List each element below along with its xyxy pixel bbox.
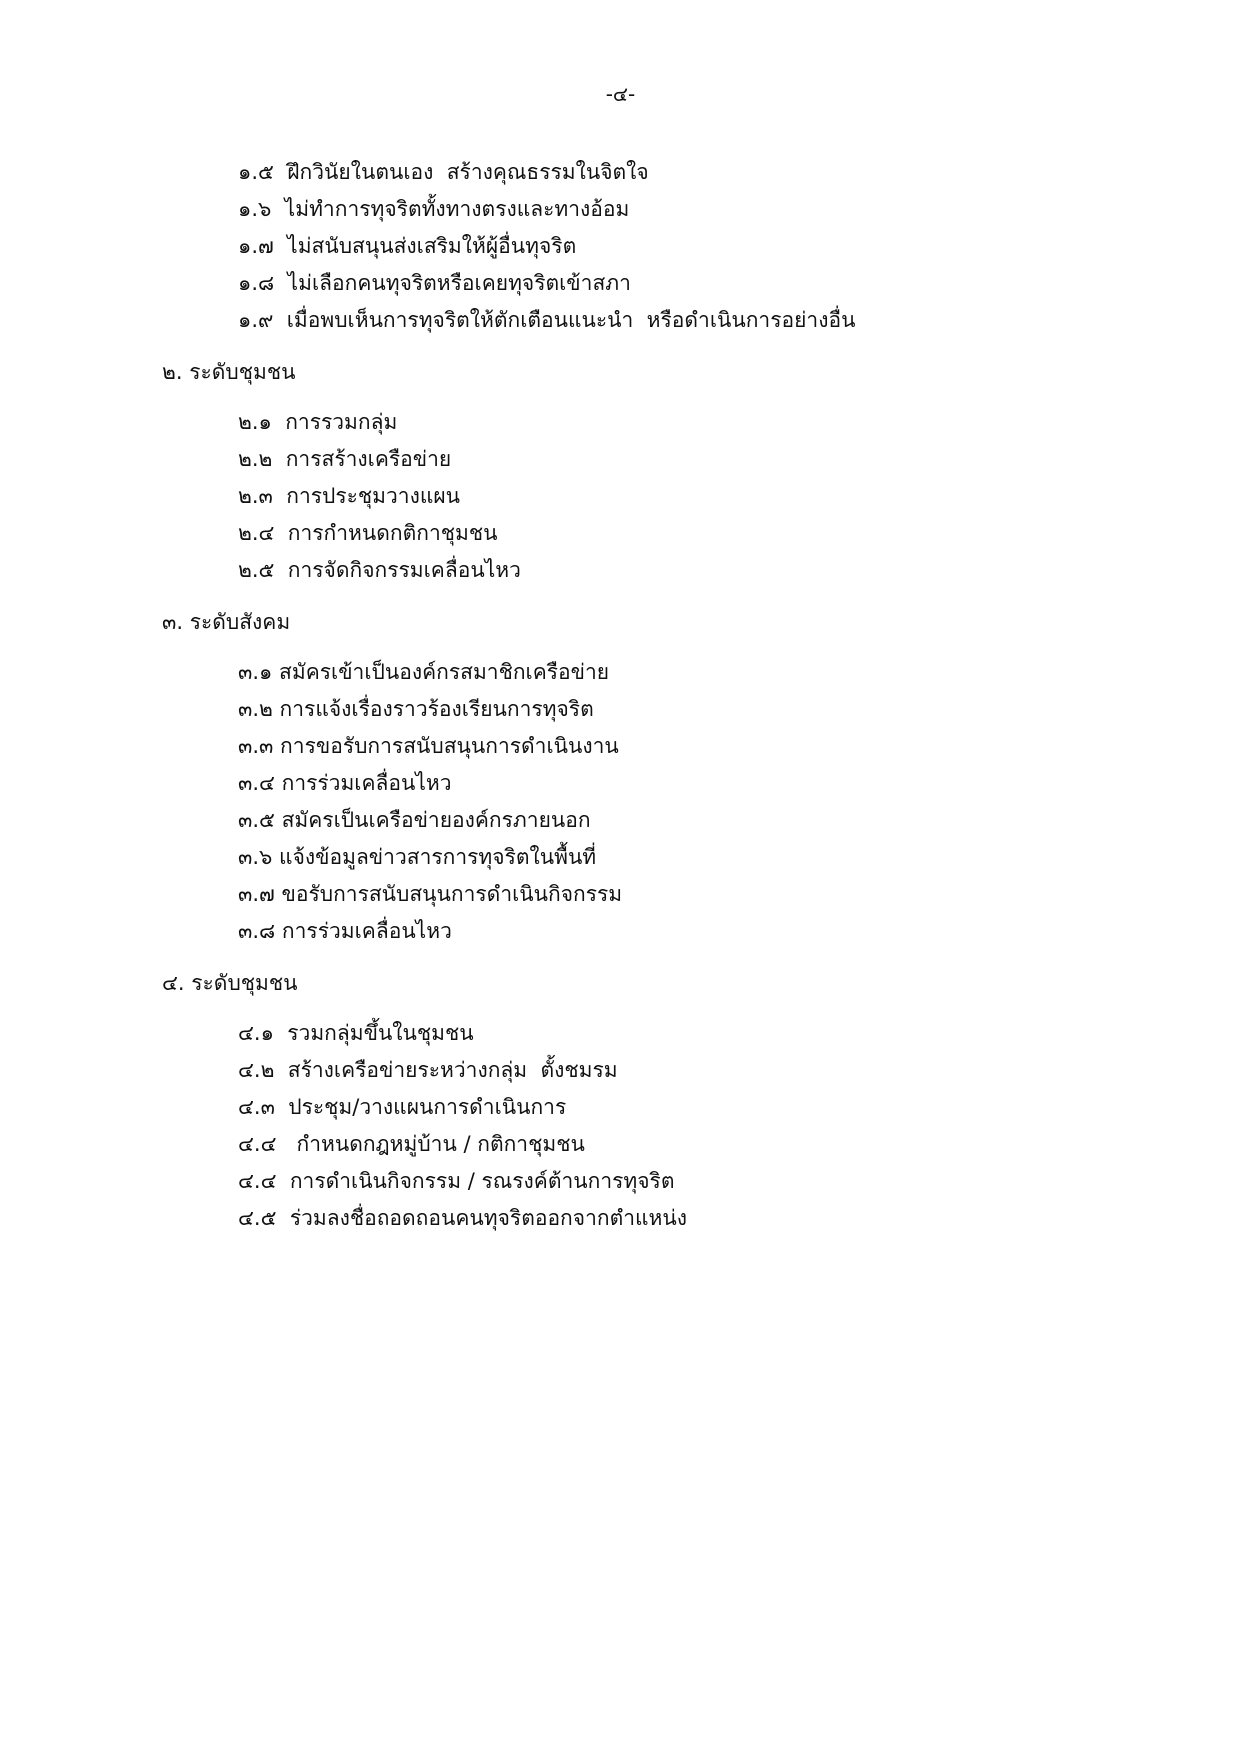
list-item: ๒.๓ การประชุมวางแผน	[238, 484, 461, 508]
list-item: ๑.๕ ฝึกวินัยในตนเอง สร้างคุณธรรมในจิตใจ	[238, 160, 649, 184]
list-item: ๓.๕ สมัครเป็นเครือข่ายองค์กรภายนอก	[238, 808, 591, 832]
list-item: ๓.๑ สมัครเข้าเป็นองค์กรสมาชิกเครือข่าย	[238, 660, 610, 684]
section-heading: ๔. ระดับชุมชน	[162, 971, 298, 995]
list-item: ๔.๔ กำหนดกฎหมู่บ้าน / กติกาชุมชน	[238, 1132, 585, 1156]
list-item: ๓.๔ การร่วมเคลื่อนไหว	[238, 771, 452, 795]
page-number: -๔-	[605, 82, 636, 106]
section-heading: ๒. ระดับชุมชน	[162, 360, 296, 384]
list-item: ๓.๒ การแจ้งเรื่องราวร้องเรียนการทุจริต	[238, 697, 594, 721]
list-item: ๔.๕ ร่วมลงชื่อถอดถอนคนทุจริตออกจากตำแหน่ง	[238, 1206, 687, 1230]
list-item: ๓.๖ แจ้งข้อมูลข่าวสารการทุจริตในพื้นที่	[238, 845, 597, 869]
section-heading: ๓. ระดับสังคม	[162, 610, 291, 634]
list-item: ๔.๔ การดำเนินกิจกรรม / รณรงค์ต้านการทุจริต	[238, 1169, 675, 1193]
list-item: ๑.๖ ไม่ทำการทุจริตทั้งทางตรงและทางอ้อม	[238, 197, 630, 221]
list-item: ๓.๗ ขอรับการสนับสนุนการดำเนินกิจกรรม	[238, 882, 623, 906]
list-item: ๔.๓ ประชุม/วางแผนการดำเนินการ	[238, 1095, 567, 1119]
list-item: ๓.๓ การขอรับการสนับสนุนการดำเนินงาน	[238, 734, 619, 758]
list-item: ๑.๗ ไม่สนับสนุนส่งเสริมให้ผู้อื่นทุจริต	[238, 234, 577, 258]
list-item: ๒.๒ การสร้างเครือข่าย	[238, 447, 452, 471]
list-item: ๒.๑ การรวมกลุ่ม	[238, 410, 398, 434]
list-item: ๒.๔ การกำหนดกติกาชุมชน	[238, 521, 498, 545]
list-item: ๑.๘ ไม่เลือกคนทุจริตหรือเคยทุจริตเข้าสภา	[238, 271, 631, 295]
list-item: ๒.๕ การจัดกิจกรรมเคลื่อนไหว	[238, 558, 521, 582]
list-item: ๔.๑ รวมกลุ่มขึ้นในชุมชน	[238, 1021, 474, 1045]
list-item: ๑.๙ เมื่อพบเห็นการทุจริตให้ตักเตือนแนะนำ หรือดำเนินการอย่างอื่น	[238, 308, 856, 332]
list-item: ๓.๘ การร่วมเคลื่อนไหว	[238, 919, 452, 943]
list-item: ๔.๒ สร้างเครือข่ายระหว่างกลุ่ม ตั้งชมรม	[238, 1058, 618, 1082]
